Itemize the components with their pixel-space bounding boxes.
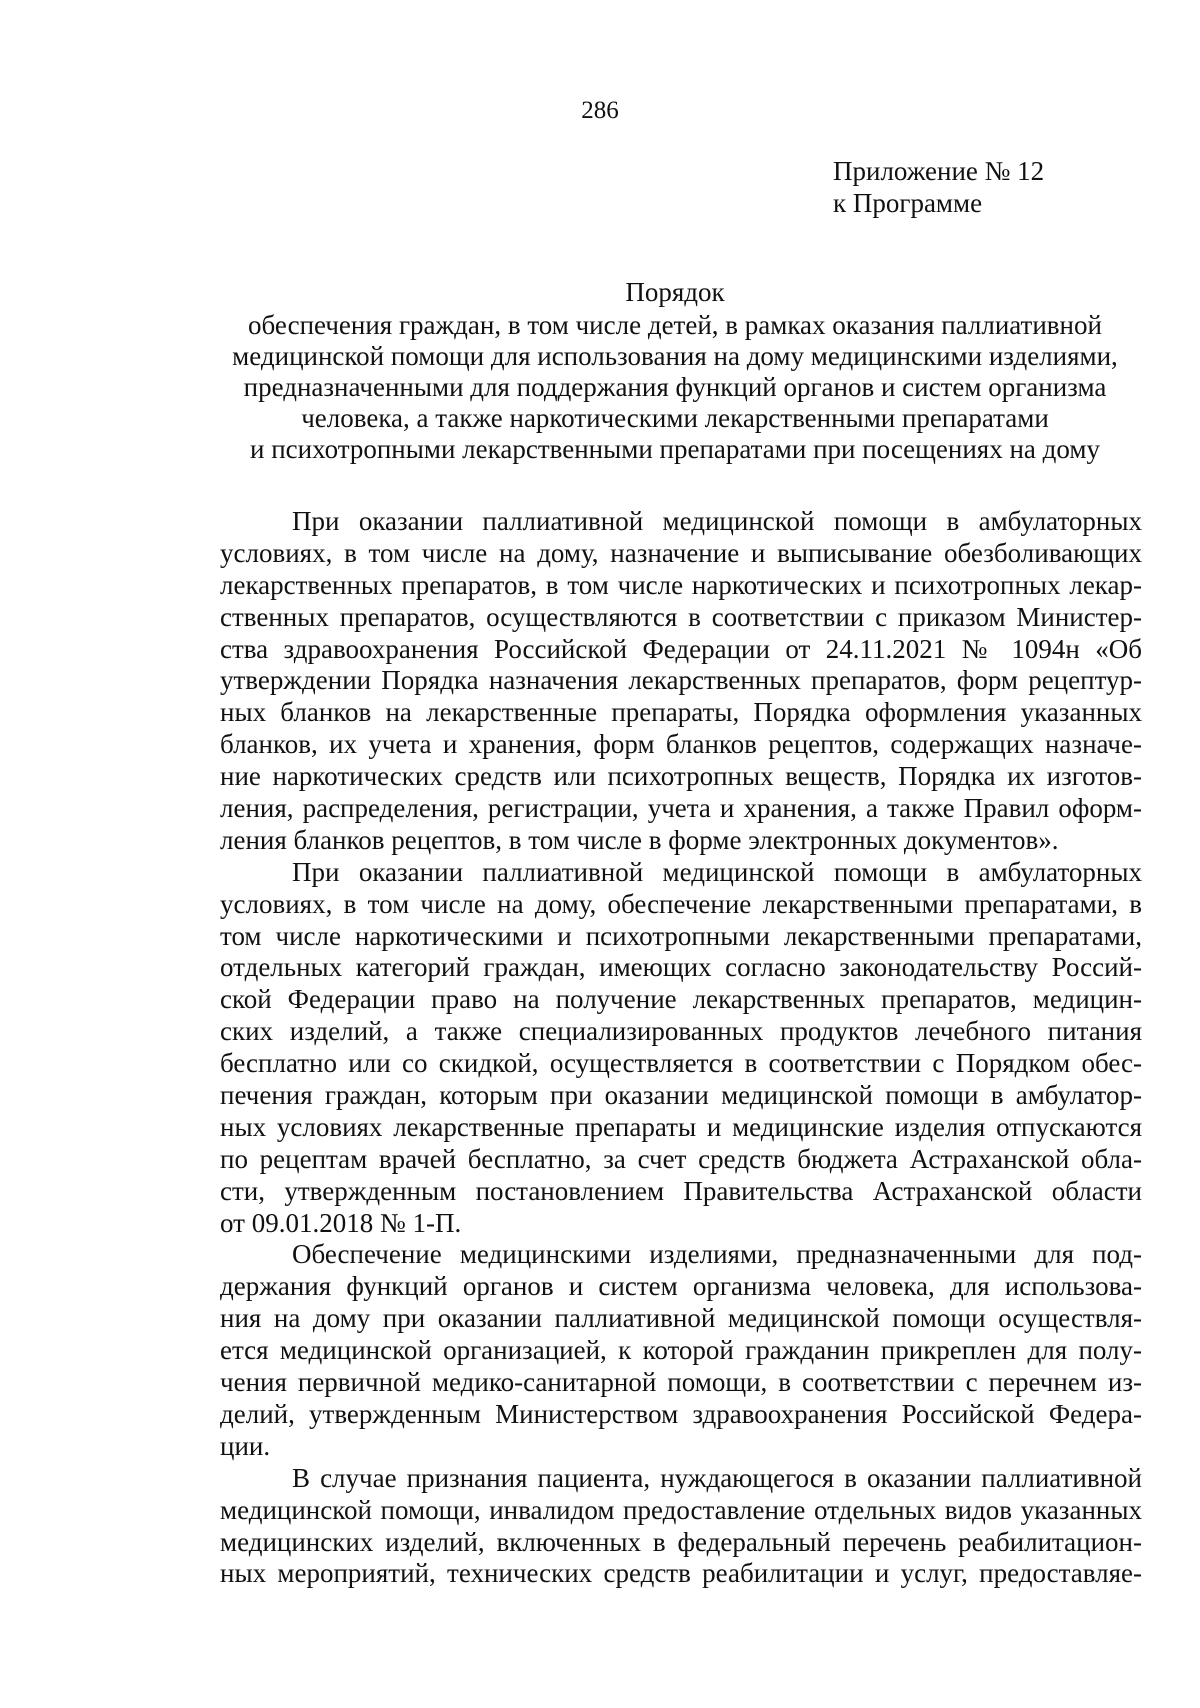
paragraph-line: ственных препаратов, осуществляются в соответствии с приказом Министер- <box>220 601 1142 632</box>
paragraph-line: лекарственных препаратов, в том числе наркотических и психотропных лекар- <box>220 569 1142 600</box>
paragraph-line: держания функций органов и систем организма человека, для использова- <box>220 1271 1142 1302</box>
paragraph-line: ской Федерации право на получение лекарственных препаратов, медицин- <box>220 984 1142 1015</box>
appendix-reference <box>833 155 1044 219</box>
paragraph-line: чения первичной медико-санитарной помощи, в соответствии с перечнем из- <box>220 1367 1142 1398</box>
paragraph-line: по рецептам врачей бесплатно, за счет средств бюджета Астраханской обла- <box>220 1143 1142 1174</box>
paragraph-line: утверждении Порядка назначения лекарственных препаратов, форм рецептур- <box>220 665 1142 696</box>
subtitle-line: человека, а также наркотическими лекарственными препаратами <box>301 403 1049 433</box>
paragraph-line: ления, распределения, регистрации, учета и хранения, а также Правил оформ- <box>220 793 1142 824</box>
paragraph-line: том числе наркотическими и психотропными лекарственными препаратами, <box>220 920 1142 951</box>
body-paragraph <box>220 506 1142 857</box>
document-body <box>220 506 1142 1590</box>
paragraph-line: ных условиях лекарственные препараты и медицинские изделия отпускаются <box>220 1111 1142 1142</box>
paragraph-line: делий, утвержденным Министерством здравоохранения Российской Федера- <box>220 1398 1142 1429</box>
paragraph-line: ства здравоохранения Российской Федерации от 24.11.2021 № 1094н «Об <box>220 633 1142 664</box>
paragraph-line: При оказании паллиативной медицинской помощи в амбулаторных <box>292 506 1142 536</box>
paragraph-line: ние наркотических средств или психотропных веществ, Порядка их изготов- <box>220 761 1142 792</box>
appendix-line-1: Приложение № 12 <box>833 156 1045 186</box>
page-number: 286 <box>581 97 619 124</box>
paragraph-line: ления бланков рецептов, в том числе в форме электронных документов». <box>220 824 1059 855</box>
paragraph-line: В случае признания пациента, нуждающегося в оказании паллиативной <box>292 1462 1142 1493</box>
paragraph-line: медицинской помощи, инвалидом предоставление отдельных видов указанных <box>220 1494 1142 1525</box>
body-paragraph <box>220 857 1142 1240</box>
paragraph-line: При оказании паллиативной медицинской помощи в амбулаторных <box>292 856 1142 887</box>
paragraph-line: ния на дому при оказании паллиативной медицинской помощи осуществля- <box>220 1303 1142 1334</box>
subtitle-line: обеспечения граждан, в том числе детей, в рамках оказания паллиативной <box>248 310 1102 340</box>
paragraph-line: условиях, в том числе на дому, назначение и выписывание обезболивающих <box>220 537 1142 568</box>
paragraph-line: условиях, в том числе на дому, обеспечение лекарственными препаратами, в <box>220 888 1142 919</box>
paragraph-line: медицинских изделий, включенных в федеральный перечень реабилитацион- <box>220 1526 1142 1557</box>
paragraph-line: печения граждан, которым при оказании медицинской помощи в амбулатор- <box>220 1080 1142 1111</box>
subtitle-line: предназначенными для поддержания функций органов и систем организма <box>243 372 1107 402</box>
paragraph-line: ется медицинской организацией, к которой гражданин прикреплен для полу- <box>220 1335 1142 1366</box>
title-heading: Порядок <box>625 277 725 307</box>
paragraph-line: сти, утвержденным постановлением Правительства Астраханской области <box>220 1175 1142 1206</box>
subtitle-line: и психотропными лекарственными препаратами при посещениях на дому <box>250 434 1100 464</box>
appendix-line-2: к Программе <box>833 188 983 218</box>
title-subtitle <box>225 310 1125 465</box>
paragraph-line: бланков, их учета и хранения, форм бланков рецептов, содержащих назначе- <box>220 729 1142 760</box>
paragraph-line: бесплатно или со скидкой, осуществляется в соответствии с Порядком обес- <box>220 1048 1142 1079</box>
paragraph-line: ных мероприятий, технических средств реабилитации и услуг, предоставляе- <box>220 1558 1142 1589</box>
subtitle-line: медицинской помощи для использования на дому медицинскими изделиями, <box>232 341 1118 371</box>
paragraph-line: ских изделий, а также специализированных продуктов лечебного питания <box>220 1016 1142 1047</box>
paragraph-line: от 09.01.2018 № 1-П. <box>220 1207 462 1238</box>
paragraph-line: Обеспечение медицинскими изделиями, предназначенными для под- <box>292 1239 1142 1270</box>
paragraph-line: ции. <box>220 1430 271 1461</box>
paragraph-line: ных бланков на лекарственные препараты, Порядка оформления указанных <box>220 697 1142 728</box>
body-paragraph <box>220 1463 1142 1591</box>
paragraph-line: отдельных категорий граждан, имеющих согласно законодательству Россий- <box>220 952 1142 983</box>
body-paragraph <box>220 1239 1142 1462</box>
document-title <box>225 277 1125 465</box>
